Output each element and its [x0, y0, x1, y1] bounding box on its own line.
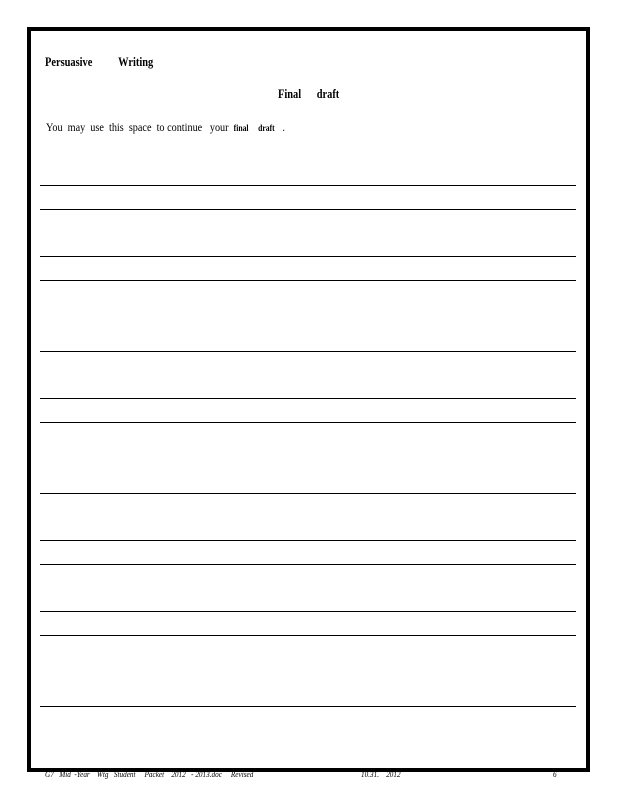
writing-line [40, 635, 576, 636]
instruction-end: . [274, 120, 285, 134]
writing-line [40, 398, 576, 399]
footer-date: 10.31. 2012 [361, 770, 401, 779]
instruction-text [46, 120, 285, 135]
writing-line [40, 493, 576, 494]
writing-line [40, 564, 576, 565]
writing-line [40, 422, 576, 423]
footer-document-info: G7 Mid -Year Wtg Student Packet 2012 - 2013.doc Revised [45, 770, 254, 779]
instruction-emphasis: final draft [233, 123, 275, 133]
page-subtitle: Final draft [278, 86, 340, 101]
instruction-lead: You may use this space to continue your [46, 120, 234, 134]
footer-page-number: 6 [553, 770, 557, 779]
writing-line [40, 256, 576, 257]
writing-line [40, 540, 576, 541]
writing-line [40, 351, 576, 352]
writing-line [40, 280, 576, 281]
writing-line [40, 611, 576, 612]
page-title: Persuasive Writing [45, 54, 154, 69]
writing-line [40, 185, 576, 186]
writing-line [40, 706, 576, 707]
writing-line [40, 209, 576, 210]
page-border [27, 27, 590, 772]
